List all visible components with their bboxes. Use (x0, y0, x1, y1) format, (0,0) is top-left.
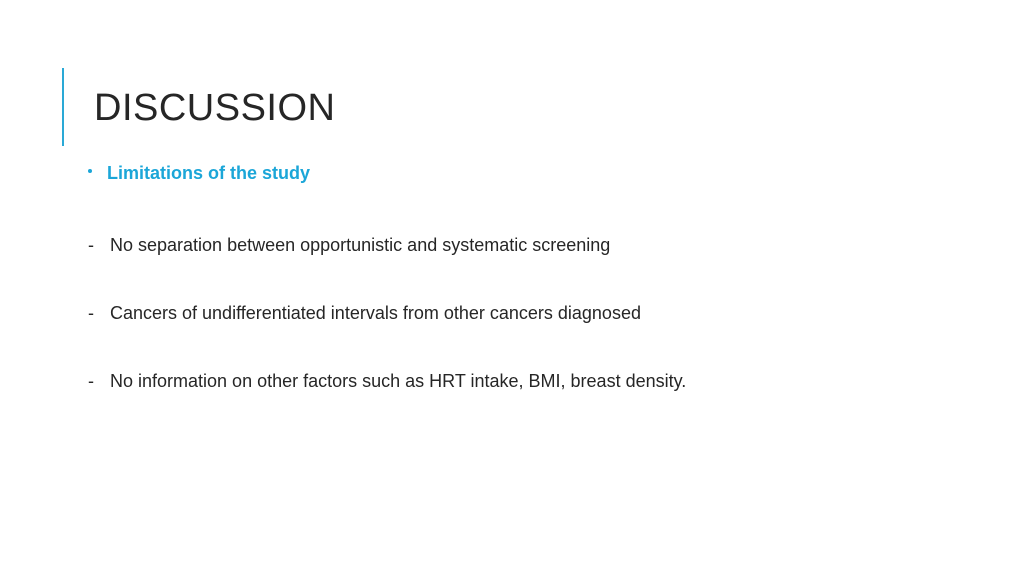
dash-marker: - (88, 371, 94, 391)
slide-title: DISCUSSION (94, 87, 336, 129)
limitations-heading (88, 162, 310, 184)
limitations-heading-text: Limitations of the study (107, 163, 311, 183)
list-item-text: Cancers of undifferentiated intervals from other cancers diagnosed (110, 303, 641, 323)
title-accent-bar (62, 68, 64, 146)
list-item-text: No information on other factors such as HRT intake, BMI, breast density. (110, 371, 687, 391)
dash-marker: - (88, 235, 94, 255)
bullet-dot-icon (88, 169, 92, 173)
list-item (88, 302, 641, 324)
list-item-text: No separation between opportunistic and systematic screening (110, 235, 611, 255)
list-item (88, 370, 686, 392)
list-item (88, 234, 610, 256)
dash-marker: - (88, 303, 94, 323)
